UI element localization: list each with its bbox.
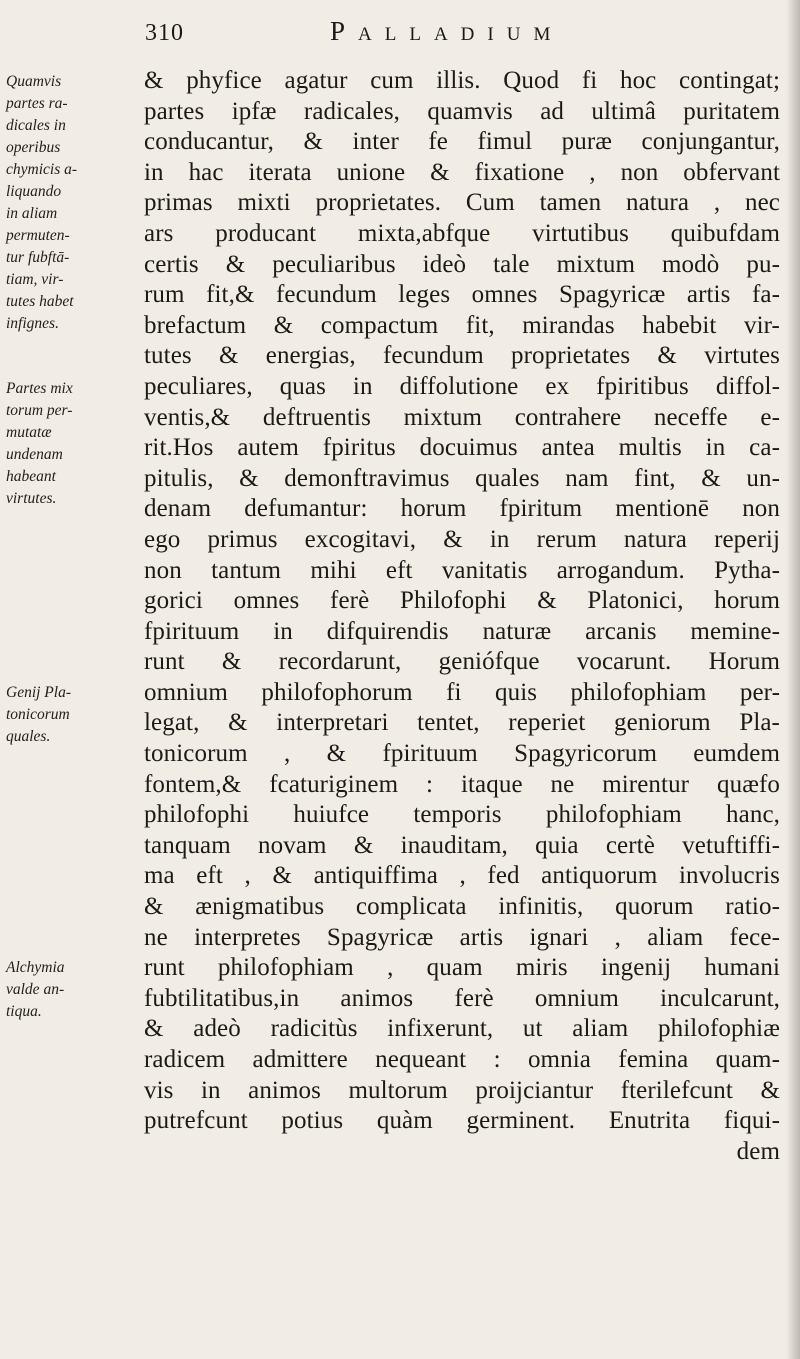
page-edge-shadow [786,0,800,1359]
text-line: vis in animos multorum proijciantur fterilefcunt & [144,1076,780,1104]
text-line: ma eft , & antiquiffima , fed antiquorum involucris [144,862,780,890]
text-line: denam defumantur: horum fpiritum mentionē non [144,495,780,523]
text-line: fpirituum in difquirendis naturæ arcanis memine- [144,617,780,645]
text-line: omnium philofophorum fi quis philofophiam per- [144,678,780,706]
text-line: pitulis, & demonftravimus quales nam fint, & un- [144,464,780,492]
text-line: tutes & energias, fecundum proprietates & virtutes [144,342,780,370]
text-line: ventis,& deftruentis mixtum contrahere neceffe e- [144,403,780,431]
margin-note-line: tiqua. [6,1003,42,1020]
text-line: brefactum & compactum fit, mirandas habebit vir- [144,311,780,339]
text-line: tanquam novam & inauditam, quia certè vetuftiffi- [144,831,780,859]
margin-note-line: partes ra- [6,95,68,112]
text-line: & phyfice agatur cum illis. Quod fi hoc contingat; [144,67,780,94]
margin-note-line: torum per- [6,402,73,419]
text-line: rum fit,& fecundum leges omnes Spagyricæ artis fa- [144,281,780,309]
text-line: runt & recordarunt, geniófque vocarunt. Horum [144,648,780,676]
text-line: philofophi huiufce temporis philofophiam hanc, [144,801,780,829]
margin-note-line: infignes. [6,315,59,332]
text-line: peculiares, quas in diffolutione ex fpiritibus diffol- [144,372,780,400]
margin-note-line: undenam [6,446,63,463]
page-header [0,16,800,62]
text-line: runt philofophiam , quam miris ingenij humani [144,954,780,982]
margin-note-line: quales. [6,728,51,745]
text-line: conducantur, & inter fe fimul puræ conjungantur, [144,128,780,156]
margin-note-line: permuten- [6,227,70,244]
margin-note-line: Partes mix [6,380,73,397]
margin-note-1 [6,71,134,335]
margin-note-line: tutes habet [6,293,74,310]
text-line: & ænigmatibus complicata infinitis, quorum ratio- [144,893,780,921]
text-line: certis & peculiaribus ideò tale mixtum modò pu- [144,250,780,278]
text-line: legat, & interpretari tentet, reperiet geniorum Pla- [144,709,780,737]
text-line: fontem,& fcaturiginem : itaque ne mirentur quæfo [144,770,780,798]
running-title: Palladium [330,16,564,46]
margin-note-3 [6,682,134,748]
main-text-block [144,66,780,1167]
page-number: 310 [145,20,184,46]
text-line: in hac iterata unione & fixatione , non obfervant [144,158,780,186]
text-line: non tantum mihi eft vanitatis arrogandum. Pytha- [144,556,780,584]
text-line: radicem admittere nequeant : omnia femina quam- [144,1046,780,1073]
text-line: ne interpretes Spagyricæ artis ignari , aliam fece- [144,923,780,951]
margin-note-line: dicales in [6,117,66,134]
text-line: partes ipfæ radicales, quamvis ad ultimâ puritatem [144,97,780,125]
margin-note-line: in aliam [6,205,58,222]
margin-note-line: chymicis a- [6,161,78,178]
margin-note-line: operibus [6,139,61,156]
margin-note-line: tur fubftā- [6,249,70,266]
text-line: dem [736,1137,780,1165]
margin-note-line: mutatæ [6,424,52,441]
text-line: ars producant mixta,abfque virtutibus quibufdam [144,219,780,247]
text-line: rit.Hos autem fpiritus docuimus antea multis in ca- [144,434,780,462]
text-line: putrefcunt potius quàm germinent. Enutrita fiqui- [144,1107,780,1135]
margin-note-line: tiam, vir- [6,271,64,288]
text-line: primas mixti proprietates. Cum tamen natura , nec [144,189,780,217]
text-line: tonicorum , & fpirituum Spagyricorum eumdem [144,740,780,768]
margin-note-2 [6,378,134,510]
margin-note-line: liquando [6,183,62,200]
margin-note-line: Alchymia [6,959,65,976]
margin-note-line: valde an- [6,981,65,998]
text-line: gorici omnes ferè Philofophi & Platonici, horum [144,587,780,615]
margin-note-line: Quamvis [6,73,62,90]
text-line: & adeò radicitùs infixerunt, ut aliam philofophiæ [144,1015,780,1043]
margin-note-line: habeant [6,468,56,485]
text-line: ego primus excogitavi, & in rerum natura reperij [144,525,780,553]
margin-note-line: tonicorum [6,706,70,723]
margin-note-line: virtutes. [6,490,57,507]
margin-note-4 [6,957,134,1023]
text-line: fubtilitatibus,in animos ferè omnium inculcarunt, [144,984,780,1012]
margin-note-line: Genij Pla- [6,684,71,701]
